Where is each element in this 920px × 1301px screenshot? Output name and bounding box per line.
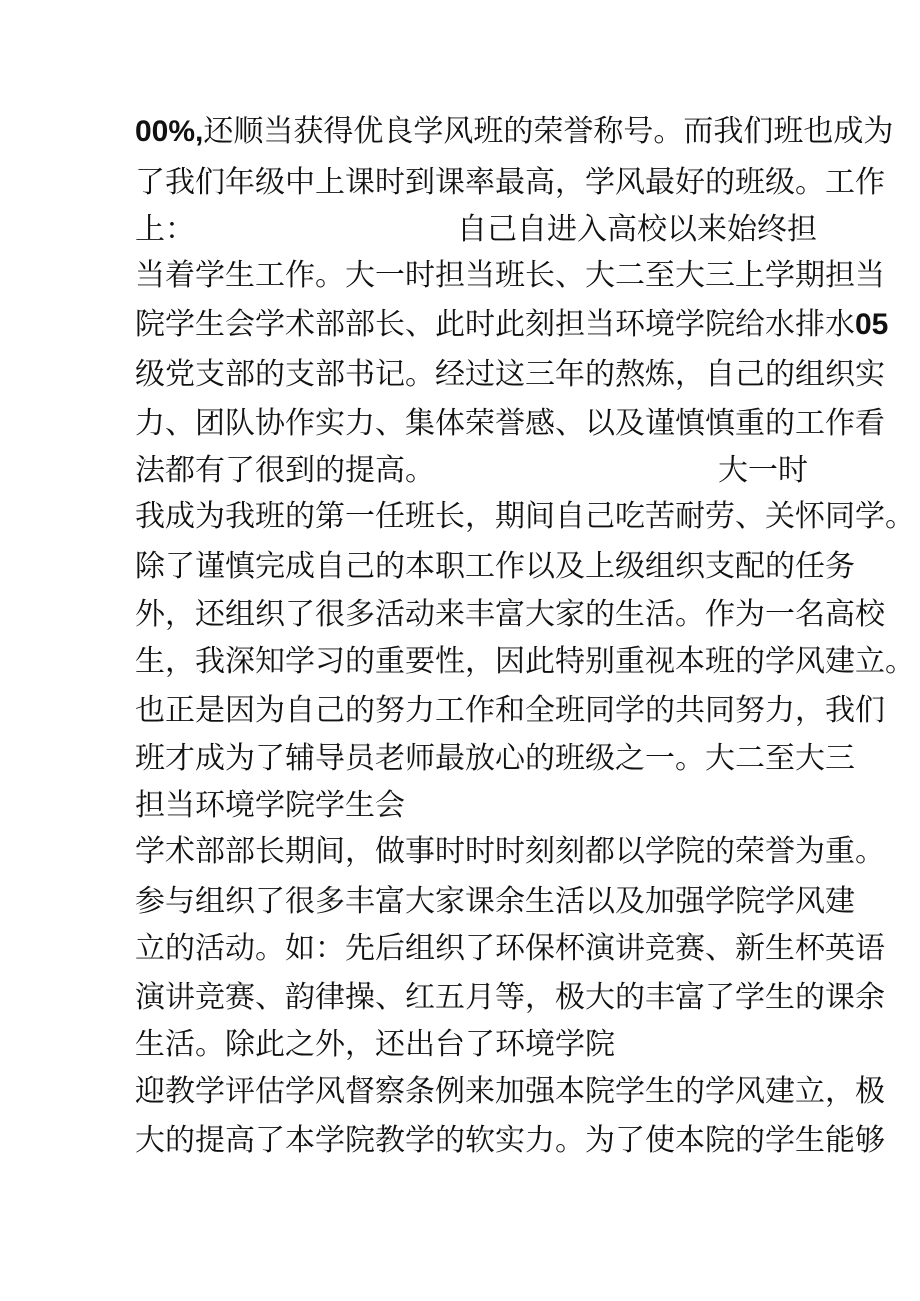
text-line-13: 也正是因为自己的努力工作和全班同学的共同努力，我们 bbox=[135, 693, 885, 728]
text-line-20: 生活。除此之外，还出台了环境学院 bbox=[135, 1027, 615, 1062]
text-line-21: 迎教学评估学风督察条例来加强本院学生的学风建立，极 bbox=[135, 1074, 885, 1109]
text-line-12: 生，我深知学习的重要性，因此特别重视本班的学风建立。 bbox=[135, 644, 915, 679]
text-line-15: 担当环境学院学生会 bbox=[135, 788, 405, 823]
text-line-5 bbox=[135, 306, 888, 344]
text-line-10: 除了谨慎完成自己的本职工作以及上级组织支配的任务 bbox=[135, 549, 855, 584]
line-text-end: 自己自进入高校以来始终担 bbox=[457, 212, 817, 247]
line-text-start: 法都有了很到的提高。 bbox=[135, 453, 435, 488]
text-line-3 bbox=[135, 211, 817, 249]
text-line-4: 当着学生工作。大一时担当班长、大二至大三上学期担当 bbox=[135, 258, 885, 293]
text-line-1 bbox=[135, 113, 893, 151]
text-line-7: 力、团队协作实力、集体荣誉感、以及谨慎慎重的工作看 bbox=[135, 406, 885, 441]
text-line-18: 立的活动。如：先后组织了环保杯演讲竞赛、新生杯英语 bbox=[135, 931, 885, 966]
text-line-6: 级党支部的支部书记。经过这三年的熬炼，自己的组织实 bbox=[135, 357, 885, 392]
text-line-17: 参与组织了很多丰富大家课余生活以及加强学院学风建 bbox=[135, 884, 855, 919]
line-text-end: 大一时 bbox=[718, 453, 808, 488]
line-text-start: 上： bbox=[135, 212, 195, 247]
text-line-2: 了我们年级中上课时到课率最高，学风最好的班级。工作 bbox=[135, 165, 885, 200]
text-line-14: 班才成为了辅导员老师最放心的班级之一。大二至大三 bbox=[135, 741, 855, 776]
text-line-9: 我成为我班的第一任班长，期间自己吃苦耐劳、关怀同学。 bbox=[135, 499, 915, 534]
text-line-19: 演讲竞赛、韵律操、红五月等，极大的丰富了学生的课余 bbox=[135, 980, 885, 1015]
text-line-22: 大的提高了本学院教学的软实力。为了使本院的学生能够 bbox=[135, 1123, 885, 1158]
text-line-8 bbox=[135, 452, 808, 490]
line-text: 院学生会学术部部长、此时此刻担当环境学院给水排水 bbox=[135, 307, 855, 342]
bold-number-suffix: 05 bbox=[855, 308, 889, 341]
text-line-16: 学术部部长期间，做事时时时刻刻都以学院的荣誉为重。 bbox=[135, 834, 885, 869]
text-line-11: 外，还组织了很多活动来丰富大家的生活。作为一名高校 bbox=[135, 597, 885, 632]
line-text: 还顺当获得优良学风班的荣誉称号。而我们班也成为 bbox=[203, 114, 894, 149]
bold-number-prefix: 00%, bbox=[135, 115, 204, 148]
